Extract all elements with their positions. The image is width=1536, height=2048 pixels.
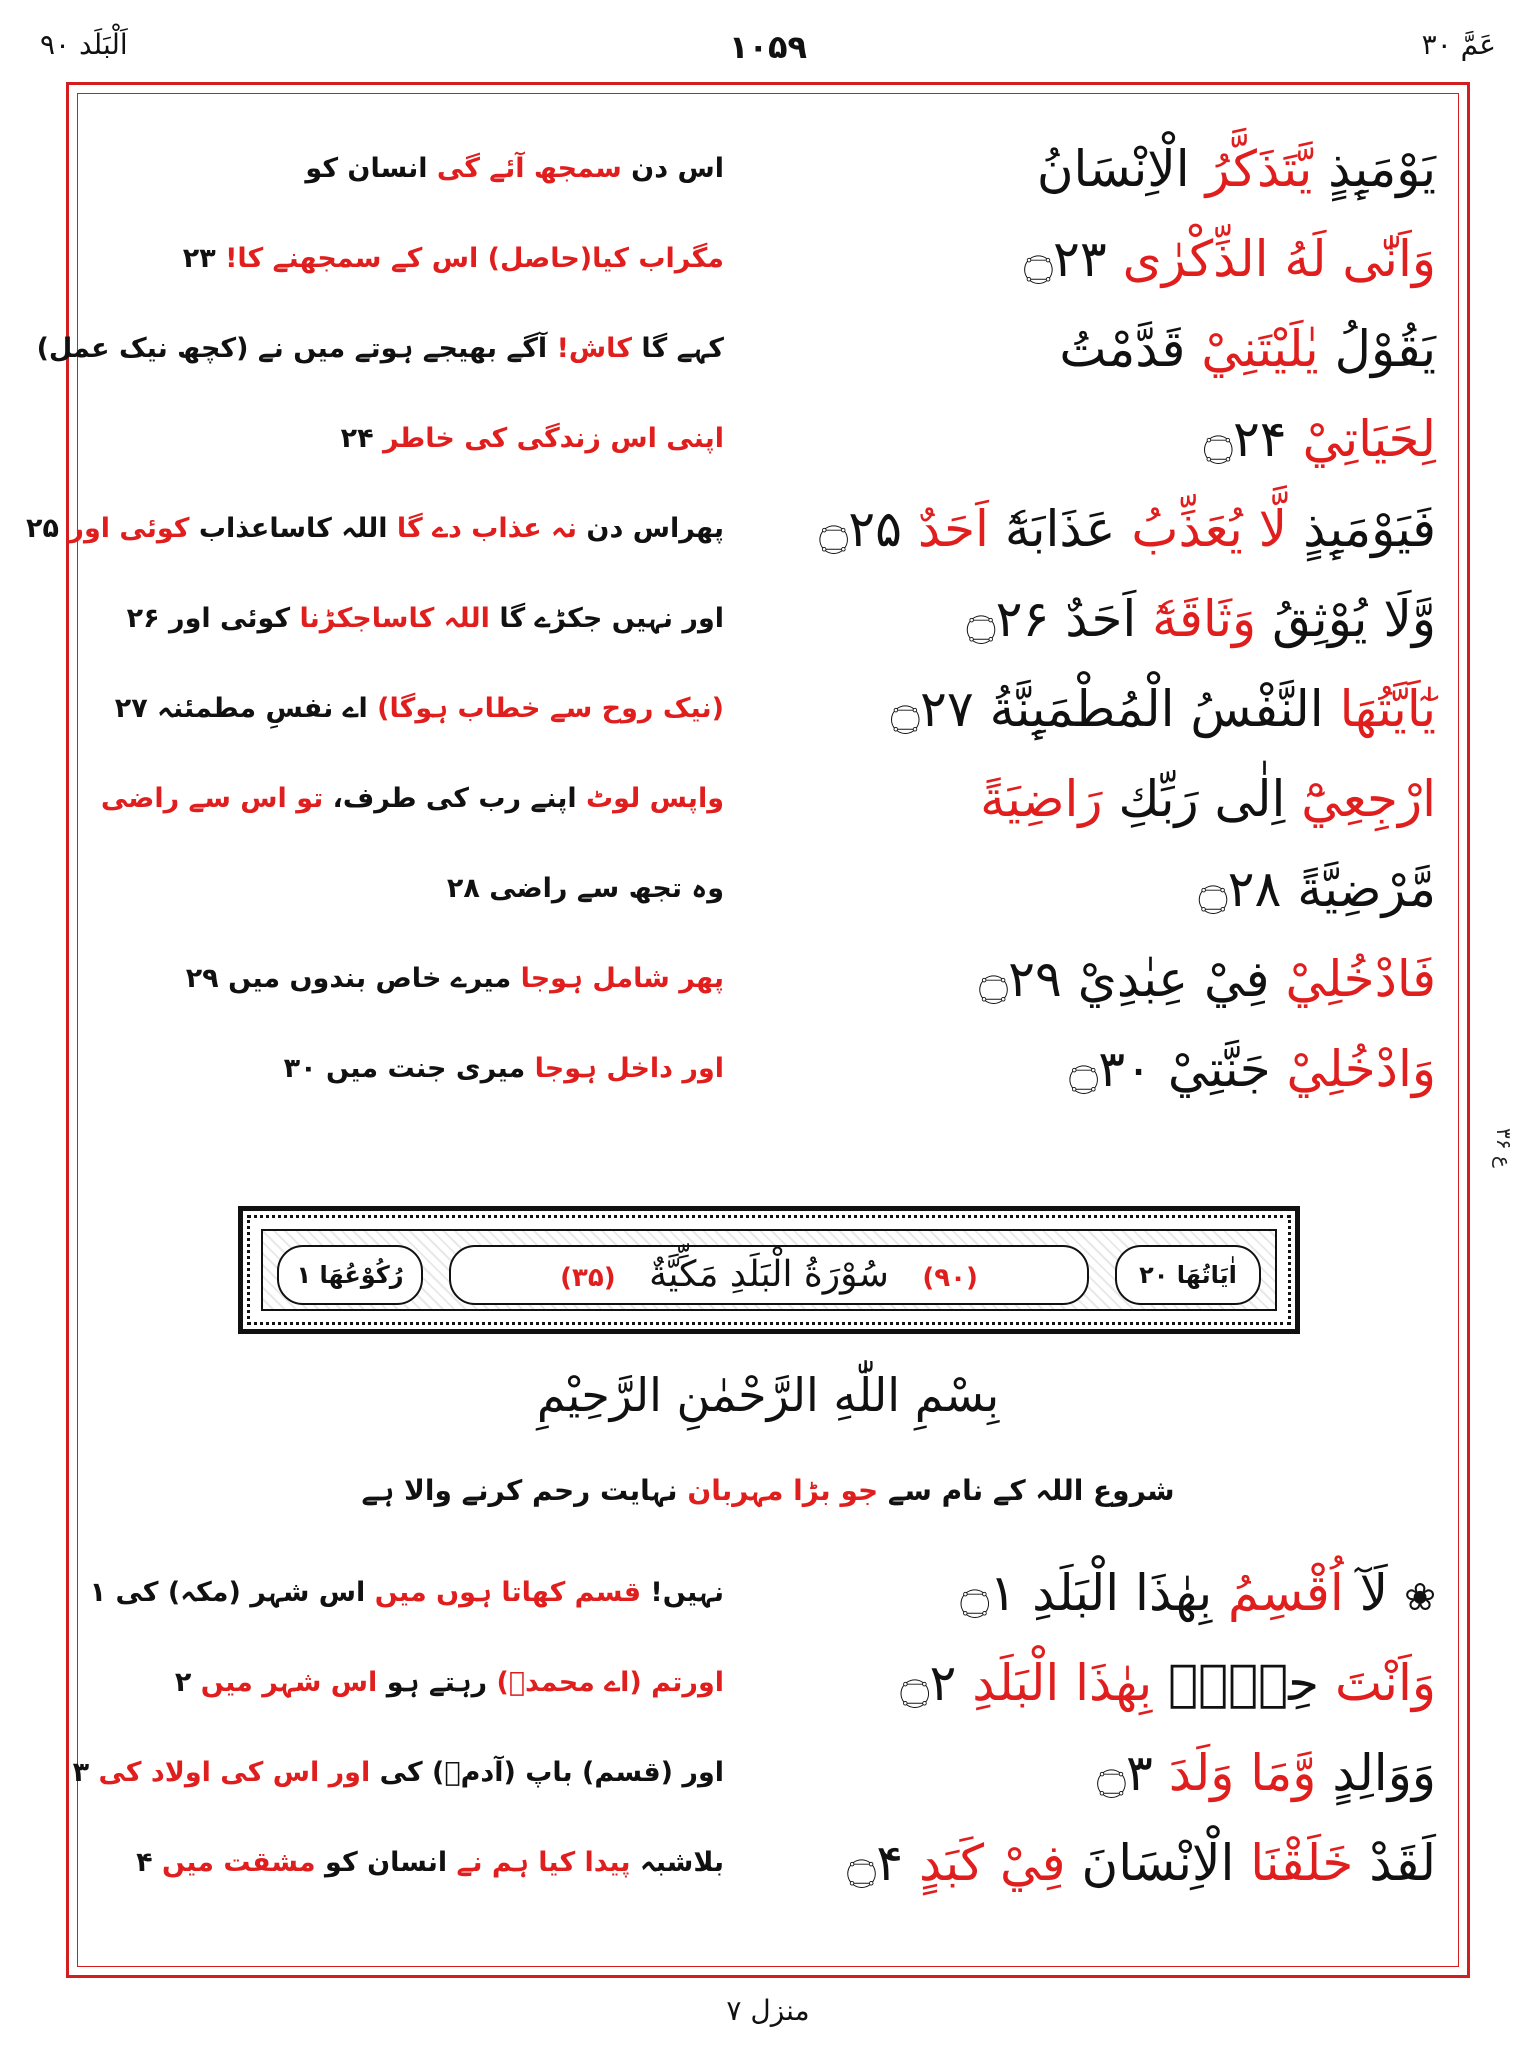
text-segment: اپنی اس زندگی کی خاطر [373,423,724,454]
text-segment: اور داخل ہوجا [534,1053,724,1084]
text-segment: تو اس سے راضی [100,783,324,814]
text-segment: حِلٌّۢ [1152,1654,1335,1712]
urdu-translation [104,124,724,214]
text-segment: وَاَنْتَ [1334,1654,1436,1712]
text-segment: قَدَّمْتُ [1059,320,1202,378]
surah-title: سُوْرَةُ الْبَلَدِ مَكِّيَّةٌ [649,1254,889,1295]
arabic-verse [746,1728,1436,1818]
urdu-translation [104,574,724,664]
verse-row [100,934,1436,1024]
urdu-translation [104,934,724,1024]
text-segment: میرے خاص بندوں میں ۲۹ [185,963,521,994]
text-segment: اس دن [621,153,724,184]
text-segment: ۳ [72,1757,99,1788]
text-segment: فِيْ كَبَدٍ [918,1834,1066,1892]
urdu-translation [72,1728,724,1818]
text-segment: اللہ کاساعذاب [189,513,397,544]
text-segment: ۲۳ [182,243,216,274]
arabic-verse [746,1548,1436,1638]
text-segment: ۲۵ [26,513,69,544]
text-segment: واپس لوٹ [586,783,724,814]
text-segment: لَّا يُعَذِّبُ [1131,500,1288,558]
text-segment: کہے گا [632,333,724,364]
text-segment: سمجھ آئے گی [436,153,622,184]
text-segment: مشقت میں [161,1847,316,1878]
text-segment: وَاَنّٰى لَهُ الذِّكْرٰى [1122,230,1436,288]
urdu-translation [26,484,724,574]
text-segment: بِهٰذَا الْبَلَدِ ۝۱ [960,1564,1229,1622]
verse-row [100,664,1436,754]
text-segment: نہیں! [641,1577,724,1608]
arabic-verse [746,844,1436,934]
arabic-verse [746,664,1436,754]
urdu-translation [89,1548,724,1638]
verse-row [100,1818,1436,1908]
text-segment: (نیک روح سے خطاب ہوگا) [367,693,724,724]
verse-row [100,1638,1436,1728]
text-segment: میری جنت میں ۳۰ [283,1053,535,1084]
text-segment: يٰٓاَيَّتُهَا [1339,680,1436,738]
text-segment: اِلٰى رَبِّكِ [1102,770,1302,828]
text-segment: بلاشبہ [630,1847,724,1878]
text-segment: اس شہر (مکہ) کی ۱ [89,1577,375,1608]
text-segment: انسان کو [315,1847,457,1878]
text-segment: رَاضِيَةً [980,770,1103,828]
juz-name-header: عَمَّ ۳۰ [1421,28,1496,61]
surah-title-box [449,1245,1089,1305]
bismillah-translation [0,1474,1536,1507]
text-segment: پھراس دن [577,513,724,544]
text-segment: لِحَيَاتِيْ [1302,410,1436,468]
text-segment: ۲ [174,1667,201,1698]
page-number: ۱۰۵۹ [728,28,808,66]
text-segment: کوئی اور [68,513,190,544]
urdu-translation [104,1818,724,1908]
text-segment: نہایت رحم کرنے والا ہے [361,1474,688,1507]
text-segment: نہ عذاب دے گا [396,513,578,544]
surah-name-header: اَلْبَلَد ۹۰ [40,28,128,61]
text-segment: قسم کھاتا ہوں میں [374,1577,641,1608]
text-segment: اور نہیں جکڑے گا [489,603,724,634]
text-segment: مگراب کیا(حاصل) اس کے سمجھنے کا! [215,243,724,274]
text-segment: وَّلَا يُوْثِقُ [1256,590,1436,648]
text-segment: انسان کو [305,153,437,184]
text-segment: بِهٰذَا الْبَلَدِ [972,1654,1153,1712]
ruku-marker: ع ۳۶ [1492,1128,1516,1168]
text-segment: فَادْخُلِيْ [1285,950,1436,1008]
arabic-verse [746,484,1436,574]
verse-row [72,1728,1436,1818]
text-segment: لَآ [1343,1564,1389,1622]
urdu-translation [104,664,724,754]
text-segment: فِيْ عِبٰدِيْ ۝۲۹ [978,950,1286,1008]
text-segment: شروع اللہ کے نام سے [878,1474,1175,1507]
urdu-translation [36,304,724,394]
page-header [40,28,1496,72]
text-segment: ۝۲۴ [1203,410,1303,468]
text-segment: اور (قسم) باپ (آدمؑ) کی [370,1757,724,1788]
text-segment: وہ تجھ سے راضی ۲۸ [446,873,724,904]
text-segment: ۲۴ [340,423,374,454]
arabic-verse [746,394,1436,484]
text-segment: وَّمَا وَلَدَ [1168,1744,1317,1802]
arabic-verse [746,754,1436,844]
ayat-count-box: اٰيَاتُهَا ۲۰ [1115,1245,1261,1305]
text-segment: عَذَابَهٗٓ [988,500,1132,558]
rosette-icon: ❀ [1404,1575,1436,1619]
text-segment: اس شہر میں [200,1667,378,1698]
verse-row [100,844,1436,934]
text-segment: رہتے ہو [377,1667,497,1698]
text-segment: اپنے رب کی طرف، [323,783,587,814]
urdu-translation [104,1638,724,1728]
arabic-verse [746,1818,1436,1908]
urdu-translation [104,394,724,484]
text-segment: النَّفْسُ الْمُطْمَىِٕنَّةُ ۝۲۷ [890,680,1340,738]
text-segment: يَقُوْلُ [1318,320,1436,378]
verse-row [89,1548,1436,1638]
text-segment: اُقْسِمُ [1228,1564,1344,1622]
arabic-verse [746,574,1436,664]
manzil-footer: منزل ۷ [726,1994,810,2027]
arabic-verse [746,304,1436,394]
ruku-count-box: رُكُوْعُهَا ۱ [277,1245,423,1305]
text-segment: ارْجِعِيْٓ [1301,770,1436,828]
urdu-translation [104,214,724,304]
arabic-verse [746,1024,1436,1114]
verse-row [26,484,1436,574]
text-segment: اَحَدٌ [917,500,989,558]
text-segment: ۝۴ [846,1834,919,1892]
text-segment: اَحَدٌ ۝۲۶ [966,590,1153,648]
text-segment: وَوَالِدٍ [1316,1744,1436,1802]
text-segment: آگے بھیجے ہوتے میں نے (کچھ نیک عمل) [36,333,557,364]
text-segment: ۝۲۳ [1023,230,1123,288]
verse-row [100,214,1436,304]
urdu-translation [104,844,724,934]
text-segment: فَيَوْمَىِٕذٍ [1287,500,1436,558]
arabic-verse [746,124,1436,214]
text-segment: الْاِنْسَانَ [1065,1834,1251,1892]
text-segment: جو بڑا مہربان [687,1474,879,1507]
verse-row [100,124,1436,214]
text-segment: اورتم (اے محمدؐ) [496,1667,724,1698]
text-segment: ۝۲۵ [818,500,918,558]
text-segment: اللہ کاساجکڑنا [299,603,490,634]
surah-number: (۹۰) [922,1263,978,1293]
text-segment: مَّرْضِيَّةً ۝۲۸ [1198,860,1436,918]
text-segment: لَقَدْ [1353,1834,1436,1892]
verse-row [100,754,1436,844]
text-segment: يَّتَذَكَّرُ [1205,140,1313,198]
text-segment: وَثَاقَهٗٓ [1152,590,1257,648]
verse-row [100,1024,1436,1114]
urdu-translation [100,754,724,844]
text-segment: يٰلَيْتَنِيْ [1201,320,1319,378]
text-segment: ۴ [136,1847,162,1878]
text-segment: ۝۳ [1096,1744,1169,1802]
arabic-verse [746,1638,1436,1728]
revelation-order: (۳۵) [560,1263,616,1293]
text-segment: ۝۲ [900,1654,973,1712]
text-segment: جَنَّتِيْ ۝۳۰ [1068,1040,1287,1098]
verse-row [100,574,1436,664]
text-segment: وَادْخُلِيْ [1286,1040,1436,1098]
bismillah: بِسْمِ اللّٰهِ الرَّحْمٰنِ الرَّحِيْمِ [536,1368,1000,1422]
verse-row [36,304,1436,394]
text-segment: اور اس کی اولاد کی [98,1757,371,1788]
text-segment: کوئی اور ۲۶ [126,603,300,634]
text-segment: پیدا کیا ہم نے [456,1847,631,1878]
urdu-translation [104,1024,724,1114]
arabic-verse [746,214,1436,304]
text-segment: يَوْمَىِٕذٍ [1312,140,1436,198]
arabic-verse [746,934,1436,1024]
text-segment: الْاِنْسَانُ [1036,140,1206,198]
text-segment: اے نفسِ مطمئنہ ۲۷ [114,693,368,724]
text-segment: پھر شامل ہوجا [520,963,724,994]
surah-banner [238,1206,1300,1334]
text-segment: کاش! [556,333,633,364]
text-segment: خَلَقْنَا [1250,1834,1354,1892]
verse-row [100,394,1436,484]
